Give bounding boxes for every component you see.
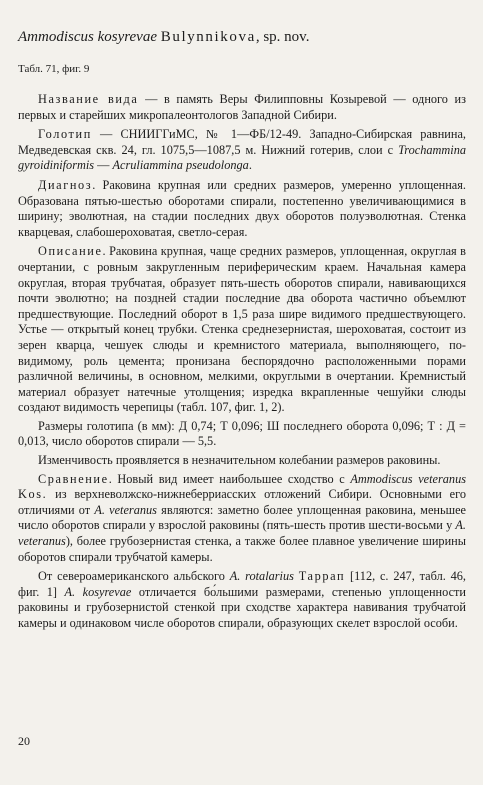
paragraph-description: Описание. Раковина крупная, чаще средних размеров, уплощенная, округлая в очертании, с ровным закругленным периферическим краем. Начальная камера округлая, вторая трубчатая, образует пять-шесть оборотов спирали, навивающихся почти эволютно; на поздней стадии последние два оборота частично объемлют предшествующие. Последний оборот в 1,5 раза шире видимого предшествующего. Устье — открытый конец трубки. Стенка среднезернистая, шероховатая, состоит из зерен кварца, чешуек слюды и кремнистого материала, выполняющего, по-видимому, роль цемента; пронизана беспорядочно расположенными порами различной величины, в основном, мелкими, округлыми в очертании. Кремнистый материал образует натечные утолщения; изредка вкрапленные чешуйки слюды создают видимость черепицы (табл. 107, фиг. 1, 2). <box>18 244 466 415</box>
species-title <box>18 28 466 46</box>
paragraph-name: Название вида — в память Веры Филипповны Козыревой — одного из первых и старейших микропалеонтологов Западной Сибири. <box>18 92 466 122</box>
plate-reference: Табл. 71, фиг. 9 <box>18 63 90 75</box>
paragraph-variability: Изменчивость проявляется в незначительном колебании размеров раковины. <box>38 453 441 468</box>
paragraph-comparison: Сравнение. Новый вид имеет наибольшее сходство с Ammodiscus veteranus Kos. из верхневолжско-нижнеберриасских отложений Сибири. Основными его отличиями от A. veteranus являются: заметно более уплощенная раковина, меньшее число оборотов спирали у взрослой раковины (пять-шесть против шести-восьми у A. veteranus), более грубозернистая стенка, а также более плавное увеличение ширины оборотов спирали трубчатой камеры. <box>18 471 466 564</box>
paragraph-holotype: Голотип — СНИИГГиМС, № 1—ФБ/12-49. Западно-Сибирская равнина, Медведевская скв. 24, гл. 1075,5—1087,5 м. Нижний готерив, слои с Trochammina gyroidiniformis — Acruliammina pseudolonga. <box>18 127 466 173</box>
lead-diagnosis: Диагноз <box>38 177 93 192</box>
paragraph-diagnosis: Диагноз. Раковина крупная или средних размеров, умеренно уплощенная. Образована пятью-шестью оборотами спирали, постепенно увеличивающимися в ширину; эволютная, на стадии последних двух оборотов полуэволютная. Стенка кварцевая, слабошероховатая, светло-серая. <box>18 177 466 239</box>
species-suffix: , sp. nov. <box>255 29 310 45</box>
paragraph-north-american: От североамериканского альбского A. rotalarius Таррап [112, с. 247, табл. 46, фиг. 1] A. kosyrevae отличается бо́льшими размерами, степенью уплощенности раковины и грубозернистой стенкой при сходстве характера навивания трубчатой камеры и одинаковом числе оборотов спирали, образующих скелет взрослой особи. <box>18 569 466 630</box>
species-name: Ammodiscus kosyrevae <box>18 29 157 45</box>
paragraph-sizes: Размеры голотипа (в мм): Д 0,74; Т 0,096; Ш последнего оборота 0,096; Т : Д = 0,013, число оборотов спирали — 5,5. <box>18 418 466 449</box>
lead-holotype: Голотип <box>38 127 92 142</box>
lead-comparison: Сравнение <box>38 471 109 486</box>
species-author: Bulynnikova <box>160 29 256 45</box>
lead-description: Описание <box>38 244 103 259</box>
lead-name: Название вида <box>38 92 139 106</box>
article-body <box>18 92 466 636</box>
page-number: 20 <box>18 734 30 748</box>
